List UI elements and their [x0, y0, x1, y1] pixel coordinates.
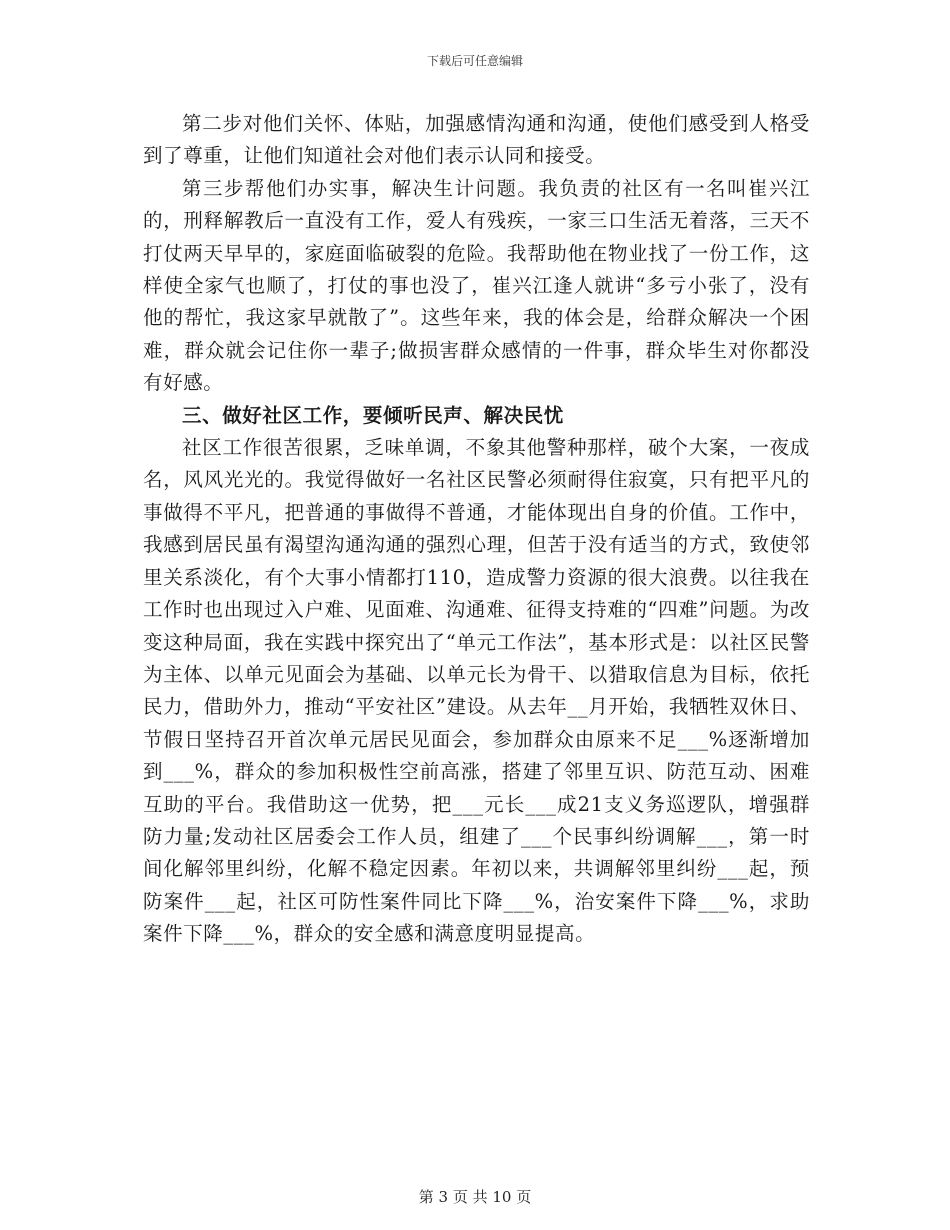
paragraph-step-three: 第三步帮他们办实事，解决生计问题。我负责的社区有一名叫崔兴江的，刑释解教后一直没有工作，爱人有残疾，一家三口生活无着落，三天不打仗两天早早的，家庭面临破裂的危险。我帮助他在物业找了一份工作，这样使全家气也顺了，打仗的事也没了，崔兴江逢人就讲“多亏小张了，没有他的帮忙，我这家早就散了”。这些年来，我的体会是，给群众解决一个困难，群众就会记住你一辈子;做损害群众感情的一件事，群众毕生对你都没有好感。	[143, 176, 810, 395]
section-heading: 三、做好社区工作，要倾听民声、解决民忧	[182, 403, 564, 427]
paragraph-section-three: 社区工作很苦很累，乏味单调，不象其他警种那样，破个大案，一夜成名，风风光光的。我觉得做好一名社区民警必须耐得住寂寞，只有把平凡的事做得不平凡，把普通的事做得不普通，才能体现出自身的价值。工作中，我感到居民虽有渴望沟通沟通的强烈心理，但苦于没有适当的方式，致使邻里关系淡化，有个大事小情都打110，造成警力资源的很大浪费。以往我在工作时也出现过入户难、见面难、沟通难、征得支持难的“四难”问题。为改变这种局面，我在实践中探究出了“单元工作法”，基本形式是：以社区民警为主体、以单元见面会为基础、以单元长为骨干、以猎取信息为目标，依托民力，借助外力，推动“平安社区”建设。从去年__月开始，我牺牲双休日、节假日坚持召开首次单元居民见面会，参加群众由原来不足___%逐渐增加到___%，群众的参加积极性空前高涨，搭建了邻里互识、防范互动、困难互助的平台。我借助这一优势，把___元长___成21支义务巡逻队，增强群防力量;发动社区居委会工作人员，组建了___个民事纠纷调解___，第一时间化解邻里纠纷，化解不稳定因素。年初以来，共调解邻里纠纷___起，预防案件___起，社区可防性案件同比下降___%，治安案件下降___%，求助案件下降___%，群众的安全感和满意度明显提高。	[143, 436, 810, 946]
page-header: 下载后可任意编辑	[426, 54, 523, 68]
document-body	[143, 108, 810, 951]
paragraph-step-two: 第二步对他们关怀、体贴，加强感情沟通和沟通，使他们感受到人格受到了尊重，让他们知道社会对他们表示认同和接受。	[143, 112, 810, 168]
page-footer: 第 3 页 共 10 页	[418, 1188, 532, 1206]
